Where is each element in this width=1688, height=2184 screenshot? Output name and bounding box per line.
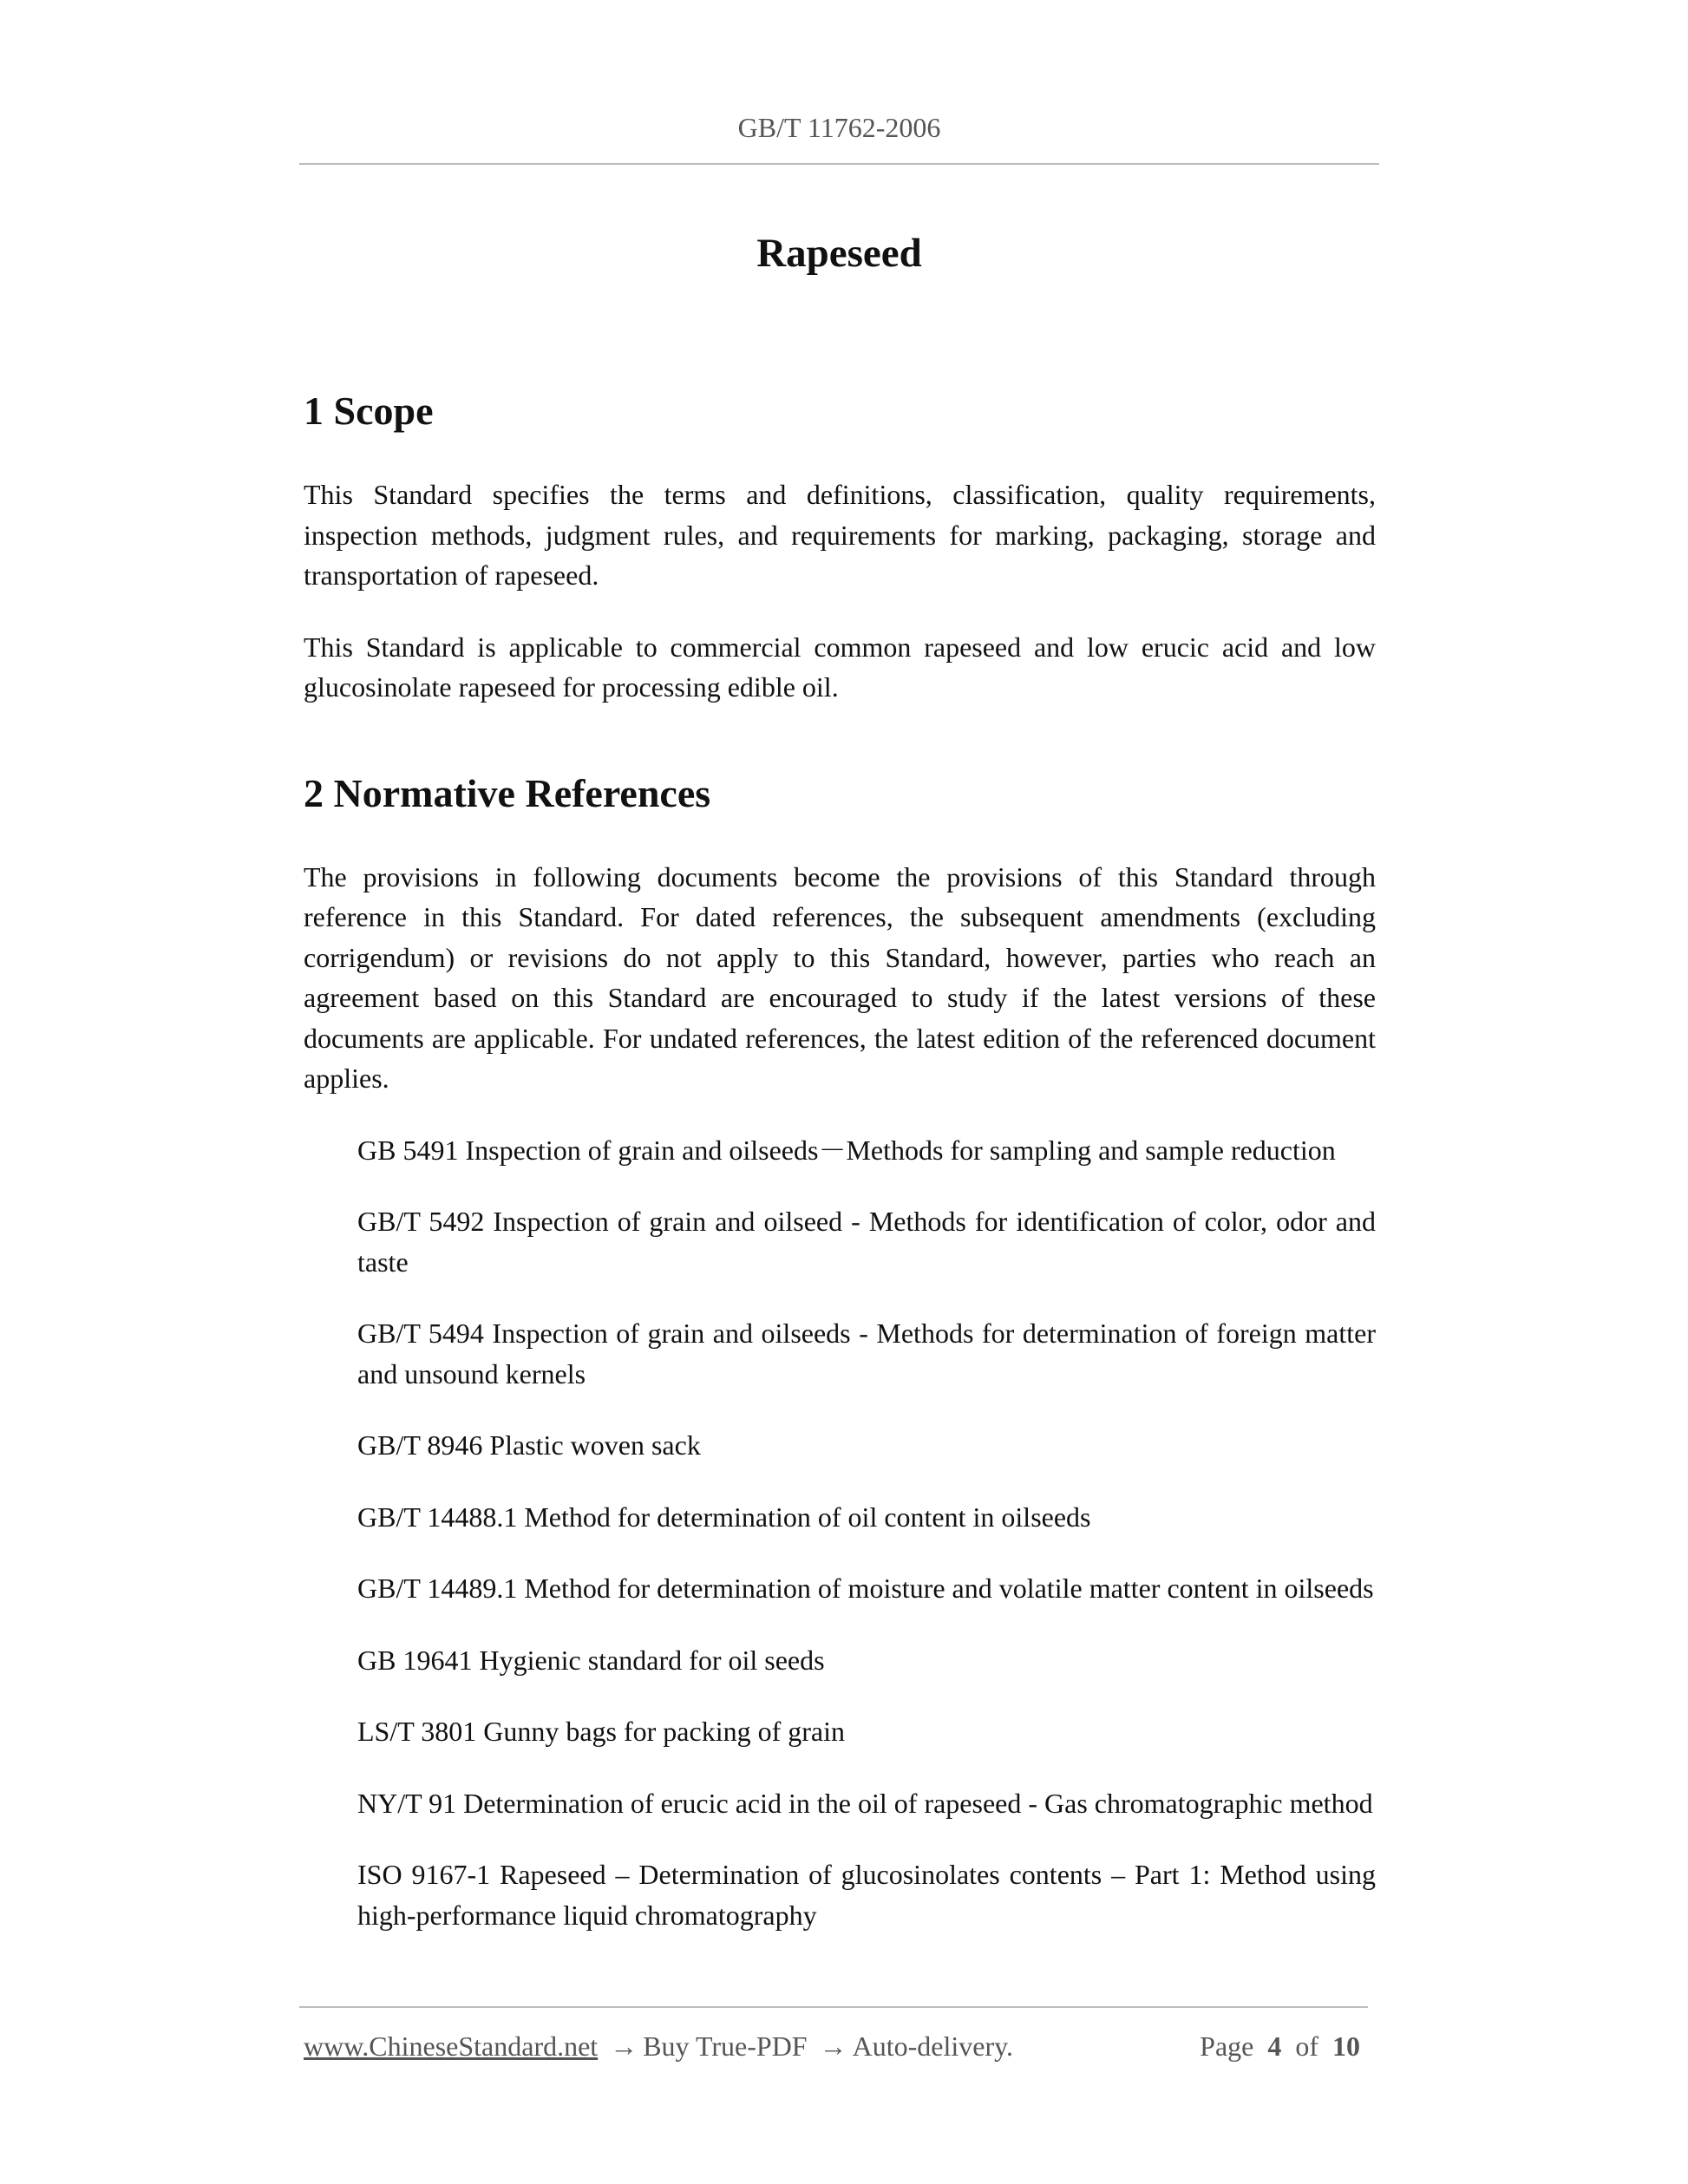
right-arrow-icon: → (819, 2030, 847, 2062)
footer-divider (299, 2006, 1368, 2008)
reference-item: LS/T 3801 Gunny bags for packing of grain (357, 1716, 845, 1747)
document-body (304, 386, 1376, 1966)
document-title: Rapeseed (756, 231, 922, 276)
total-page-count: 10 (1332, 2030, 1360, 2062)
page-label: Page (1200, 2030, 1254, 2062)
section-heading-normative-references: 2 Normative References (304, 770, 711, 815)
scope-paragraph-2: This Standard is applicable to commercial common rapeseed and low erucic acid and low glucosinolate rapeseed for processing edible oil. (304, 631, 1376, 703)
header-divider (299, 163, 1379, 165)
reference-item: ISO 9167-1 Rapeseed – Determination of glucosinolates contents – Part 1: Method using high-performance liquid chromatography (357, 1859, 1376, 1931)
scope-paragraph-1: This Standard specifies the terms and definitions, classification, quality requirements, inspection methods, judgment rules, and requirements for marking, packaging, storage and transportation of rapeseed. (304, 479, 1376, 591)
reference-list (304, 1130, 1376, 1936)
section-heading-scope: 1 Scope (304, 389, 434, 433)
reference-item: GB/T 5492 Inspection of grain and oilseed - Methods for identification of color, odor and taste (357, 1206, 1376, 1278)
page-header (299, 108, 1379, 147)
reference-item: GB/T 14489.1 Method for determination of moisture and volatile matter content in oilseeds (357, 1573, 1374, 1604)
reference-item: NY/T 91 Determination of erucic acid in the oil of rapeseed - Gas chromatographic method (357, 1787, 1373, 1819)
footer-promo (304, 2026, 1013, 2066)
page-counter (1200, 2026, 1367, 2066)
section-scope (304, 386, 1376, 708)
reference-item: GB/T 14488.1 Method for determination of oil content in oilseeds (357, 1501, 1091, 1533)
auto-delivery-text: Auto-delivery. (852, 2030, 1014, 2062)
standard-code: GB/T 11762-2006 (737, 112, 941, 143)
reference-item: GB/T 5494 Inspection of grain and oilseeds - Methods for determination of foreign matter and unsound kernels (357, 1318, 1376, 1390)
website-link[interactable]: www.ChineseStandard.net (304, 2030, 599, 2062)
normative-references-intro: The provisions in following documents become the provisions of this Standard through reference in this Standard. For dated references, the subsequent amendments (excluding corrigendum) or revisions do not apply to this Standard, however, parties who reach an agreement based on this Standard are encouraged to study if the latest versions of these documents are applicable. For undated references, the latest edition of the referenced document applies. (304, 860, 1376, 1094)
right-arrow-icon: → (610, 2030, 638, 2062)
page-of-label: of (1295, 2030, 1318, 2062)
current-page-number: 4 (1267, 2030, 1282, 2062)
buy-true-pdf-text: Buy True-PDF (643, 2030, 808, 2062)
reference-item: GB 5491 Inspection of grain and oilseeds－Methods for sampling and sample reduction (357, 1134, 1336, 1166)
reference-item: GB/T 8946 Plastic woven sack (357, 1429, 701, 1461)
section-normative-references (304, 768, 1376, 1936)
reference-item: GB 19641 Hygienic standard for oil seeds (357, 1644, 825, 1676)
